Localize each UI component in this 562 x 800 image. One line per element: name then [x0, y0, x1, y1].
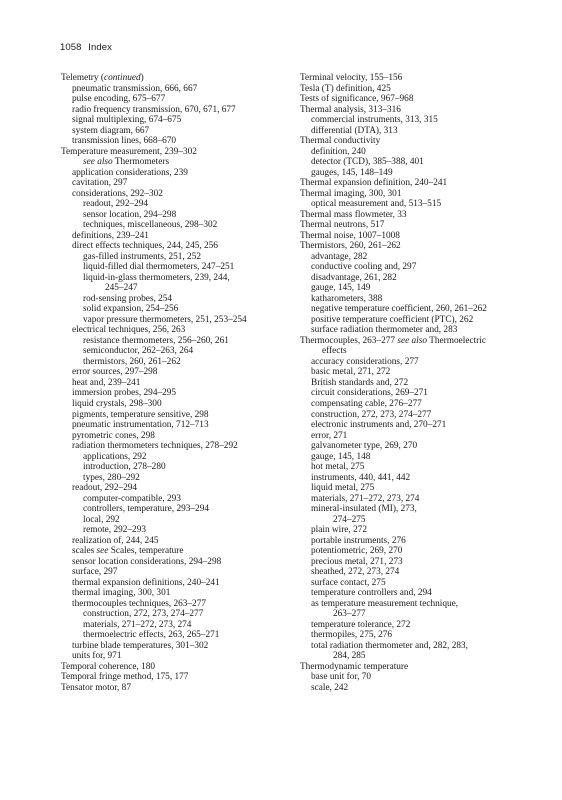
index-entry — [300, 367, 522, 378]
index-entry — [61, 262, 293, 273]
index-entry — [61, 609, 293, 620]
index-entry — [61, 536, 293, 547]
index-entry — [61, 346, 293, 357]
index-entry-text: cavitation, 297 — [72, 178, 128, 189]
index-entry — [61, 410, 293, 421]
index-entry-text: gas-filled instruments, 251, 252 — [83, 251, 202, 262]
index-entry — [300, 178, 522, 189]
index-entry — [300, 494, 522, 505]
index-entry-text: computer-compatible, 293 — [83, 493, 181, 504]
index-entry-text: galvanometer type, 269, 270 — [311, 441, 418, 452]
index-entry-text: surface radiation thermometer and, 283 — [311, 325, 458, 336]
index-entry — [300, 641, 522, 652]
index-entry — [300, 346, 522, 357]
index-entry-text: as temperature measurement technique, — [311, 598, 459, 609]
index-entry-text-after: Thermometers — [112, 157, 170, 168]
index-entry-text: Temporal coherence, 180 — [61, 661, 156, 672]
index-entry — [61, 231, 293, 242]
index-entry — [61, 210, 293, 221]
index-entry-text: Thermal analysis, 313–316 — [300, 104, 401, 115]
index-entry-text: readout, 292–294 — [72, 483, 138, 494]
index-entry — [61, 252, 293, 263]
page-header — [60, 42, 112, 53]
index-entry — [61, 452, 293, 463]
index-entry-text: instruments, 440, 441, 442 — [311, 472, 411, 483]
index-entry-text: sheathed, 272, 273, 274 — [311, 567, 400, 578]
index-entry — [300, 325, 522, 336]
index-entry — [300, 315, 522, 326]
index-entry-text: liquid-filled dial thermometers, 247–251 — [83, 262, 235, 273]
index-entry-text: heat and, 239–241 — [72, 377, 141, 388]
index-entry-text: Thermal mass flowmeter, 33 — [300, 209, 407, 220]
index-entry — [61, 304, 293, 315]
index-entry-text: construction, 272, 273, 274–277 — [311, 409, 432, 420]
index-entry — [300, 599, 522, 610]
index-entry-text: electrical techniques, 256, 263 — [72, 325, 186, 336]
index-entry — [300, 220, 522, 231]
index-column-right — [300, 73, 522, 693]
index-entry-text: Thermal conductivity — [300, 136, 381, 147]
index-entry-text: definitions, 239–241 — [72, 230, 149, 241]
index-entry — [61, 325, 293, 336]
index-entry-text: immersion probes, 294–295 — [72, 388, 177, 399]
index-entry — [61, 504, 293, 515]
index-entry-text: Tesla (T) definition, 425 — [300, 83, 391, 94]
index-entry-text: pigments, temperature sensitive, 298 — [72, 409, 209, 420]
index-entry — [300, 441, 522, 452]
index-entry — [61, 431, 293, 442]
index-entry-text: Temporal fringe method, 175, 177 — [61, 672, 189, 683]
index-entry — [61, 441, 293, 452]
index-entry — [300, 210, 522, 221]
index-entry — [61, 105, 293, 116]
index-entry — [61, 136, 293, 147]
index-entry-text: pneumatic transmission, 666, 667 — [72, 83, 198, 94]
index-entry-text: detector (TCD), 385–388, 401 — [311, 157, 424, 168]
index-entry — [300, 462, 522, 473]
index-entry-text: considerations, 292–302 — [72, 188, 163, 199]
index-entry — [300, 546, 522, 557]
index-entry — [300, 567, 522, 578]
index-entry-text: differential (DTA), 313 — [311, 125, 398, 136]
index-entry — [61, 273, 293, 284]
index-entry-text: gauges, 145, 148–149 — [311, 167, 393, 178]
index-entry-text: positive temperature coefficient (PTC), 262 — [311, 314, 474, 325]
index-entry-text: total radiation thermometer and, 282, 283, — [311, 640, 468, 651]
index-entry-text: pyrometric cones, 298 — [72, 430, 155, 441]
index-entry — [61, 651, 293, 662]
index-entry — [61, 641, 293, 652]
index-entry — [61, 199, 293, 210]
index-entry-text: gauge, 145, 148 — [311, 451, 371, 462]
index-entry — [300, 672, 522, 683]
index-entry-text: thermocouples techniques, 263–277 — [72, 598, 207, 609]
index-entry-text: definition, 240 — [311, 146, 366, 157]
index-entry — [300, 420, 522, 431]
index-entry — [300, 504, 522, 515]
index-entry-text: controllers, temperature, 293–294 — [83, 504, 209, 515]
index-entry — [300, 515, 522, 526]
index-entry-text: katharometers, 388 — [311, 293, 383, 304]
index-entry-text: surface contact, 275 — [311, 577, 386, 588]
index-entry-text: Thermocouples, 263–277 — [300, 335, 398, 346]
index-entry — [300, 199, 522, 210]
index-entry — [300, 378, 522, 389]
index-entry-text: Thermal neutrons, 517 — [300, 220, 385, 231]
index-entry-text: sensor location considerations, 294–298 — [72, 556, 222, 567]
index-entry — [61, 94, 293, 105]
index-entry-text: Terminal velocity, 155–156 — [300, 73, 403, 83]
index-entry-text: 284, 285 — [333, 651, 366, 662]
index-entry-text: solid expansion, 254–256 — [83, 304, 179, 315]
index-entry-text: pneumatic instrumentation, 712–713 — [72, 420, 209, 431]
index-entry-text: units for, 971 — [72, 651, 122, 662]
index-entry — [300, 304, 522, 315]
index-entry — [300, 283, 522, 294]
index-entry — [300, 241, 522, 252]
index-entry — [61, 662, 293, 673]
index-entry-text: semiconductor, 262–263, 264 — [83, 346, 194, 357]
index-entry — [300, 620, 522, 631]
index-entry-text-after: Thermoelectric — [427, 335, 486, 346]
index-entry — [300, 388, 522, 399]
index-entry-text: transmission lines, 668–670 — [72, 136, 177, 147]
index-entry-text: realization of, 244, 245 — [72, 535, 159, 546]
index-entry-text: circuit considerations, 269–271 — [311, 388, 428, 399]
index-entry — [61, 220, 293, 231]
section-title: Index — [88, 42, 113, 53]
index-entry — [61, 84, 293, 95]
index-entry-text-after: ) — [140, 73, 144, 83]
index-entry — [61, 294, 293, 305]
index-entry-text: construction, 272, 273, 274–277 — [83, 609, 204, 620]
index-entry — [300, 473, 522, 484]
index-entry-italic: see also — [83, 157, 113, 168]
index-entry — [300, 651, 522, 662]
index-entry-text: base unit for, 70 — [311, 672, 372, 683]
index-entry — [300, 525, 522, 536]
index-entry — [300, 410, 522, 421]
index-entry-text: Thermal imaging, 300, 301 — [300, 188, 402, 199]
index-entry — [61, 126, 293, 137]
index-entry-text: Thermodynamic temperature — [300, 661, 409, 672]
index-entry-text: liquid crystals, 298–300 — [72, 398, 162, 409]
index-entry-italic: continued — [103, 73, 141, 83]
index-entry-text: negative temperature coefficient, 260, 261–262 — [311, 304, 487, 315]
index-entry — [300, 578, 522, 589]
index-entry — [61, 588, 293, 599]
index-entry-text: Temperature measurement, 239–302 — [61, 146, 197, 157]
index-entry-text: thermoelectric effects, 263, 265–271 — [83, 630, 220, 641]
index-entry-text: compensating cable, 276–277 — [311, 398, 422, 409]
index-entry — [61, 515, 293, 526]
index-entry-text: precious metal, 271, 273 — [311, 556, 403, 567]
index-entry — [61, 683, 293, 694]
index-entry-text: thermal imaging, 300, 301 — [72, 588, 171, 599]
index-entry-text: error sources, 297–298 — [72, 367, 158, 378]
index-entry — [61, 147, 293, 158]
index-entry — [300, 557, 522, 568]
index-entry-text: scale, 242 — [311, 682, 349, 693]
index-entry-text: liquid metal, 275 — [311, 483, 375, 494]
index-entry-text: vapor pressure thermometers, 251, 253–254 — [83, 314, 247, 325]
index-entry — [61, 388, 293, 399]
index-entry-text: error, 271 — [311, 430, 348, 441]
index-entry-text: accuracy considerations, 277 — [311, 356, 419, 367]
index-entry-text: disadvantage, 261, 282 — [311, 272, 397, 283]
index-entry — [300, 536, 522, 547]
index-entry-text: remote, 292–293 — [83, 525, 146, 536]
index-entry-text: surface, 297 — [72, 567, 118, 578]
index-entry — [61, 630, 293, 641]
index-entry-text: Thermistors, 260, 261–262 — [300, 241, 401, 252]
index-entry — [300, 262, 522, 273]
index-entry-text: British standards and, 272 — [311, 377, 409, 388]
index-entry — [300, 105, 522, 116]
index-entry-text: signal multiplexing, 674–675 — [72, 115, 182, 126]
index-entry — [61, 189, 293, 200]
index-entry-text: Thermal expansion definition, 240–241 — [300, 178, 448, 189]
index-entry — [300, 630, 522, 641]
index-entry-text: materials, 271–272, 273, 274 — [83, 619, 192, 630]
index-entry — [61, 599, 293, 610]
index-entry-text: Telemetry ( — [61, 73, 104, 83]
index-entry — [61, 367, 293, 378]
index-entry — [300, 157, 522, 168]
index-entry — [300, 336, 522, 347]
index-entry-text: basic metal, 271, 272 — [311, 367, 391, 378]
index-entry — [61, 557, 293, 568]
index-entry-text: advantage, 282 — [311, 251, 368, 262]
index-entry — [61, 420, 293, 431]
index-entry — [61, 168, 293, 179]
index-entry — [61, 357, 293, 368]
index-column-left — [61, 73, 293, 693]
index-entry-text: introduction, 278–280 — [83, 462, 166, 473]
index-entry-text: materials, 271–272, 273, 274 — [311, 493, 420, 504]
index-entry-text-after: Scales, temperature — [108, 546, 184, 557]
index-entry-text: temperature controllers and, 294 — [311, 588, 432, 599]
index-entry-text: thermopiles, 275, 276 — [311, 630, 393, 641]
index-entry — [61, 473, 293, 484]
index-entry — [61, 399, 293, 410]
index-entry — [61, 283, 293, 294]
index-entry-text: radio frequency transmission, 670, 671, 677 — [72, 104, 236, 115]
index-entry-text: hot metal, 275 — [311, 462, 365, 473]
index-entry — [300, 662, 522, 673]
page-number: 1058 — [60, 42, 82, 53]
index-entry — [300, 231, 522, 242]
index-entry — [300, 683, 522, 694]
index-entry-text: optical measurement and, 513–515 — [311, 199, 442, 210]
index-entry — [61, 546, 293, 557]
index-entry-text: application considerations, 239 — [72, 167, 188, 178]
index-entry — [61, 578, 293, 589]
index-entry — [61, 494, 293, 505]
index-entry-text: local, 292 — [83, 514, 120, 525]
index-entry — [300, 94, 522, 105]
index-entry-text: thermistors, 260, 261–262 — [83, 356, 181, 367]
index-entry-text: Tests of significance, 967–968 — [300, 94, 414, 105]
index-entry — [61, 336, 293, 347]
index-entry-text: portable instruments, 276 — [311, 535, 406, 546]
index-entry-text: scales — [72, 546, 97, 557]
index-entry — [300, 252, 522, 263]
index-entry-text: techniques, miscellaneous, 298–302 — [83, 220, 218, 231]
index-entry — [300, 431, 522, 442]
index-entry — [61, 178, 293, 189]
index-entry — [300, 273, 522, 284]
index-entry-text: Tensator motor, 87 — [61, 682, 131, 693]
index-entry — [300, 588, 522, 599]
index-entry — [61, 315, 293, 326]
index-entry-text: system diagram, 667 — [72, 125, 150, 136]
index-entry — [300, 168, 522, 179]
index-entry-text: liquid-in-glass thermometers, 239, 244, — [83, 272, 230, 283]
index-entry-text: sensor location, 294–298 — [83, 209, 177, 220]
index-entry-text: temperature tolerance, 272 — [311, 619, 411, 630]
index-entry-text: pulse encoding, 675–677 — [72, 94, 166, 105]
index-entry — [61, 672, 293, 683]
index-entry — [61, 462, 293, 473]
index-entry — [61, 115, 293, 126]
index-entry — [61, 567, 293, 578]
index-entry-text: Thermal noise, 1007–1008 — [300, 230, 400, 241]
index-entry — [300, 357, 522, 368]
index-entry-text: direct effects techniques, 244, 245, 256 — [72, 241, 218, 252]
index-entry-text: potentiometric, 269, 270 — [311, 546, 403, 557]
index-entry — [300, 147, 522, 158]
index-entry — [300, 609, 522, 620]
index-entry-text: rod-sensing probes, 254 — [83, 293, 173, 304]
index-entry-text: conductive cooling and, 297 — [311, 262, 417, 273]
index-entry-text: types, 280–292 — [83, 472, 140, 483]
index-entry — [61, 620, 293, 631]
index-entry-text: mineral-insulated (MI), 273, — [311, 504, 417, 515]
index-entry-text: 263–277 — [333, 609, 366, 620]
index-entry — [300, 84, 522, 95]
index-entry-text: radiation thermometers techniques, 278–292 — [72, 441, 238, 452]
index-entry — [61, 73, 293, 84]
index-entry-text: electronic instruments and, 270–271 — [311, 420, 447, 431]
index-entry-text: 274–275 — [333, 514, 366, 525]
index-entry-text: resistance thermometers, 256–260, 261 — [83, 335, 229, 346]
index-entry-text: readout, 292–294 — [83, 199, 149, 210]
index-entry — [300, 73, 522, 84]
index-entry-text: turbine blade temperatures, 301–302 — [72, 640, 209, 651]
index-entry — [300, 126, 522, 137]
index-entry — [61, 378, 293, 389]
index-entry — [300, 294, 522, 305]
index-entry — [61, 525, 293, 536]
index-entry — [61, 483, 293, 494]
index-entry-italic: see also — [397, 335, 428, 346]
index-entry — [300, 452, 522, 463]
index-entry — [300, 189, 522, 200]
index-entry — [300, 115, 522, 126]
index-entry-text: commercial instruments, 313, 315 — [311, 115, 438, 126]
index-entry-text: effects — [322, 346, 347, 357]
index-entry-text: 245–247 — [105, 283, 138, 294]
index-entry — [300, 399, 522, 410]
index-entry — [300, 483, 522, 494]
index-entry — [61, 157, 293, 168]
index-entry-italic: see — [96, 546, 109, 557]
index-entry-text: applications, 292 — [83, 451, 147, 462]
index-entry — [300, 136, 522, 147]
index-entry-text: plain wire, 272 — [311, 525, 368, 536]
index-entry — [61, 241, 293, 252]
index-entry-text: thermal expansion definitions, 240–241 — [72, 577, 220, 588]
index-entry-text: gauge, 145, 149 — [311, 283, 371, 294]
